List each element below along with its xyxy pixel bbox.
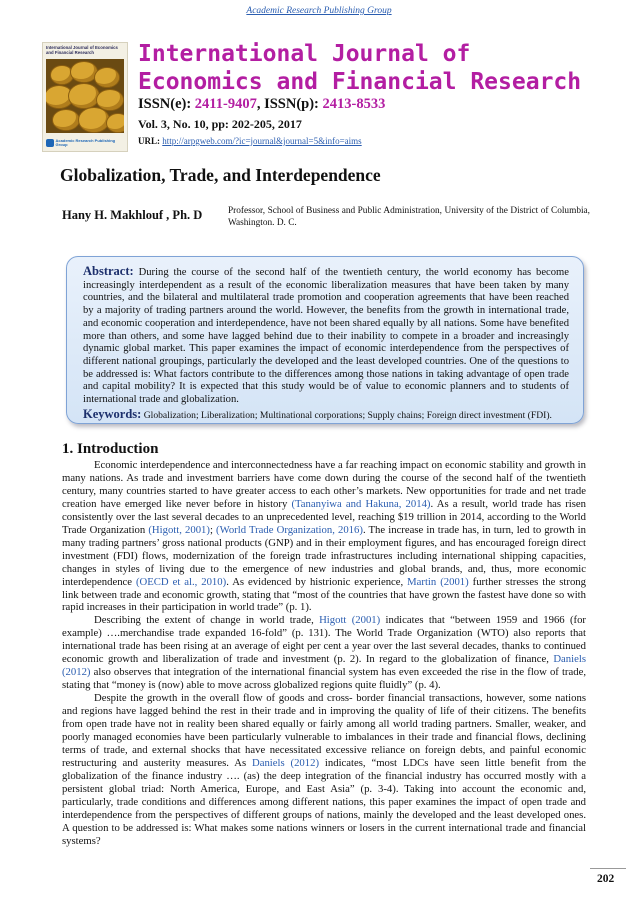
- publisher-logo: [46, 138, 124, 148]
- page-number: 202: [597, 873, 615, 885]
- url-label: URL:: [138, 136, 163, 146]
- abstract-label: Abstract:: [83, 264, 134, 278]
- text-run: . As evidenced by histrionic experience,: [226, 575, 408, 588]
- citation-link[interactable]: (Higott, 2001): [148, 523, 210, 536]
- text-run: . The increase in trade has, in turn, led to growth in many trading partners’ gross national products (GNP) and in their employment figures, and has encouraged foreign direct investment (FDI) flows, modernization of the foreign trade infrastructures including international shipping capacities, changes in styles of living due to the emergence of new industries and global brands, and, thus, more economic interdependence: [62, 523, 586, 588]
- introduction-body: [62, 459, 586, 848]
- citation-link[interactable]: (OECD et al., 2010): [135, 575, 227, 588]
- issn-e: 2411-9407: [194, 96, 257, 112]
- text-run: also observes that integration of the international financial system has even exceeded the rise in the flow of trade, stating that “money is (now) able to move across globalized regions quite fluidly” (p. 4).: [62, 666, 586, 692]
- citation-link[interactable]: Daniels (2012): [252, 756, 320, 769]
- text-run: ;: [209, 523, 217, 536]
- text-run: . As a result, world trade has risen consistently over the last several decades to an unprecedented level, reaching $19 trillion in 2014, according to the World Trade Organization: [62, 497, 586, 536]
- paragraph: [62, 692, 586, 847]
- keywords: [83, 408, 569, 423]
- url-line: [138, 136, 362, 146]
- citation-link[interactable]: Daniels (2012): [62, 653, 586, 679]
- issn-line: [138, 96, 385, 113]
- volume-info: Vol. 3, No. 10, pp: 202-205, 2017: [138, 117, 302, 131]
- citation-link[interactable]: (World Trade Organization, 2016): [216, 523, 363, 536]
- cover-title: International Journal of Economics and Financial Research: [46, 45, 118, 55]
- paragraph: [62, 614, 586, 692]
- issn-p: 2413-8533: [322, 96, 386, 112]
- abstract-text: During the course of the second half of the twentieth century, the world economy has become increasingly interdependent as a result of the economic liberalization measures that have been taken by many countries, and the bilateral and multilateral trade promotion and cooperation agreements that have been reached by a majority of trading partners around the world. However, the benefits from the growth in international trade, and economic cooperation and interdependence, have not been shared equally by all nations. Some have benefited more than others, and some have lagged behind due to their inability to compete in a broader and increasingly dynamic global market. This paper examines the impact of economic interdependence from the perspectives of different national groupings, particularly the developed and the least developed countries. One of the questions to be addressed is: What factors contribute to the differences among those nations in taking advantage of open trade and capital mobility? It is expected that this study would be of value to economic planners and to students of international trade and globalization.: [83, 267, 569, 406]
- issn-e-label: ISSN(e):: [138, 96, 195, 112]
- author-affiliation: Professor, School of Business and Public Administration, University of the District of Columbia, Washington. D. C.: [228, 206, 590, 228]
- text-run: indicates, “most LDCs have seen little benefit from the globalization of the finance industry …. (as) the deep integration of the financial industry has occurred mostly with a persistent global triad: North America, Europe, and East Asia” (p. 3-4). Taking into account the economic and, particularly, trade conditions and differences among different nations, this paper examines the impact of open trade and interdependence from the perspectives of different groups of nations, mainly the developed and the least developed ones. A question to be addressed is: What makes some nations winners or losers in the current international trade and financial systems?: [62, 756, 586, 847]
- text-run: indicates that “between 1959 and 1966 (for example) ….merchandise trade expanded 16-fold” (p. 131). The World Trade Organization (WTO) also reports that international trade has been rising at an average of eight per cent a year over the last several decades, thanks to continued economic growth and liberalization of trade and investment (p. 2). In regard to the globalization of finance,: [62, 614, 586, 666]
- text-run: further stresses the strong link between trade and economic growth, stating that “most of the countries that have grown the fastest have done so with rapid increases in their participation in world trade” (p. 1).: [62, 575, 586, 614]
- citation-link[interactable]: Martin (2001): [407, 575, 469, 588]
- keywords-text: Globalization; Liberalization; Multinational corporations; Supply chains; Foreign direct investment (FDI).: [143, 409, 552, 421]
- text-run: Economic interdependence and interconnectedness have a far reaching impact on economic stability and growth in many nations. As trade and investment barriers have come down during the course of the second half of the twentieth century, many countries started to have greater access to each other’s markets. New opportunities for trade and net trade creation have emerged like never before in history: [62, 459, 586, 510]
- journal-url-link[interactable]: http://arpgweb.com/?ic=journal&journal=5&info=aims: [162, 136, 362, 146]
- publisher-logo-icon: [46, 139, 54, 147]
- publisher-link[interactable]: Academic Research Publishing Group: [246, 6, 392, 16]
- publisher-logo-text: Academic Research Publishing Group: [55, 138, 116, 147]
- abstract: [83, 265, 569, 407]
- gold-coins-illustration: [46, 59, 124, 133]
- keywords-label: Keywords:: [83, 406, 142, 421]
- paragraph: [62, 459, 586, 614]
- journal-cover-image: [42, 42, 128, 152]
- citation-link[interactable]: (Tananyiwa and Hakuna, 2014): [291, 497, 431, 510]
- citation-link[interactable]: Higott (2001): [319, 614, 381, 627]
- text-run: Despite the growth in the overall flow of goods and cross- border financial transactions, however, some nations and regions have lagged behind the rest in their trade and in improving the quality of life of their citizens. The benefits from open trade have not in reality been shared equally or fairly among all world trading partners. Smaller, weaker, and poorly managed economies have been particularly vulnerable to imbalances in their trade and financial flows, declining terms of trade, and external shocks that have necessitated excessive reliance on foreign debts, and painful economic restructuring and austerity measures. As: [62, 692, 586, 769]
- article-title: Globalization, Trade, and Interdependence: [60, 165, 381, 185]
- section-heading-introduction: 1. Introduction: [62, 441, 159, 457]
- author-name: Hany H. Makhlouf , Ph. D: [62, 208, 203, 222]
- text-run: Describing the extent of change in world trade,: [94, 614, 320, 627]
- footer-divider: [590, 868, 626, 869]
- issn-p-label: , ISSN(p):: [256, 96, 323, 112]
- journal-title: International Journal of Economics and Financial Research: [138, 41, 582, 95]
- abstract-box: [66, 256, 584, 424]
